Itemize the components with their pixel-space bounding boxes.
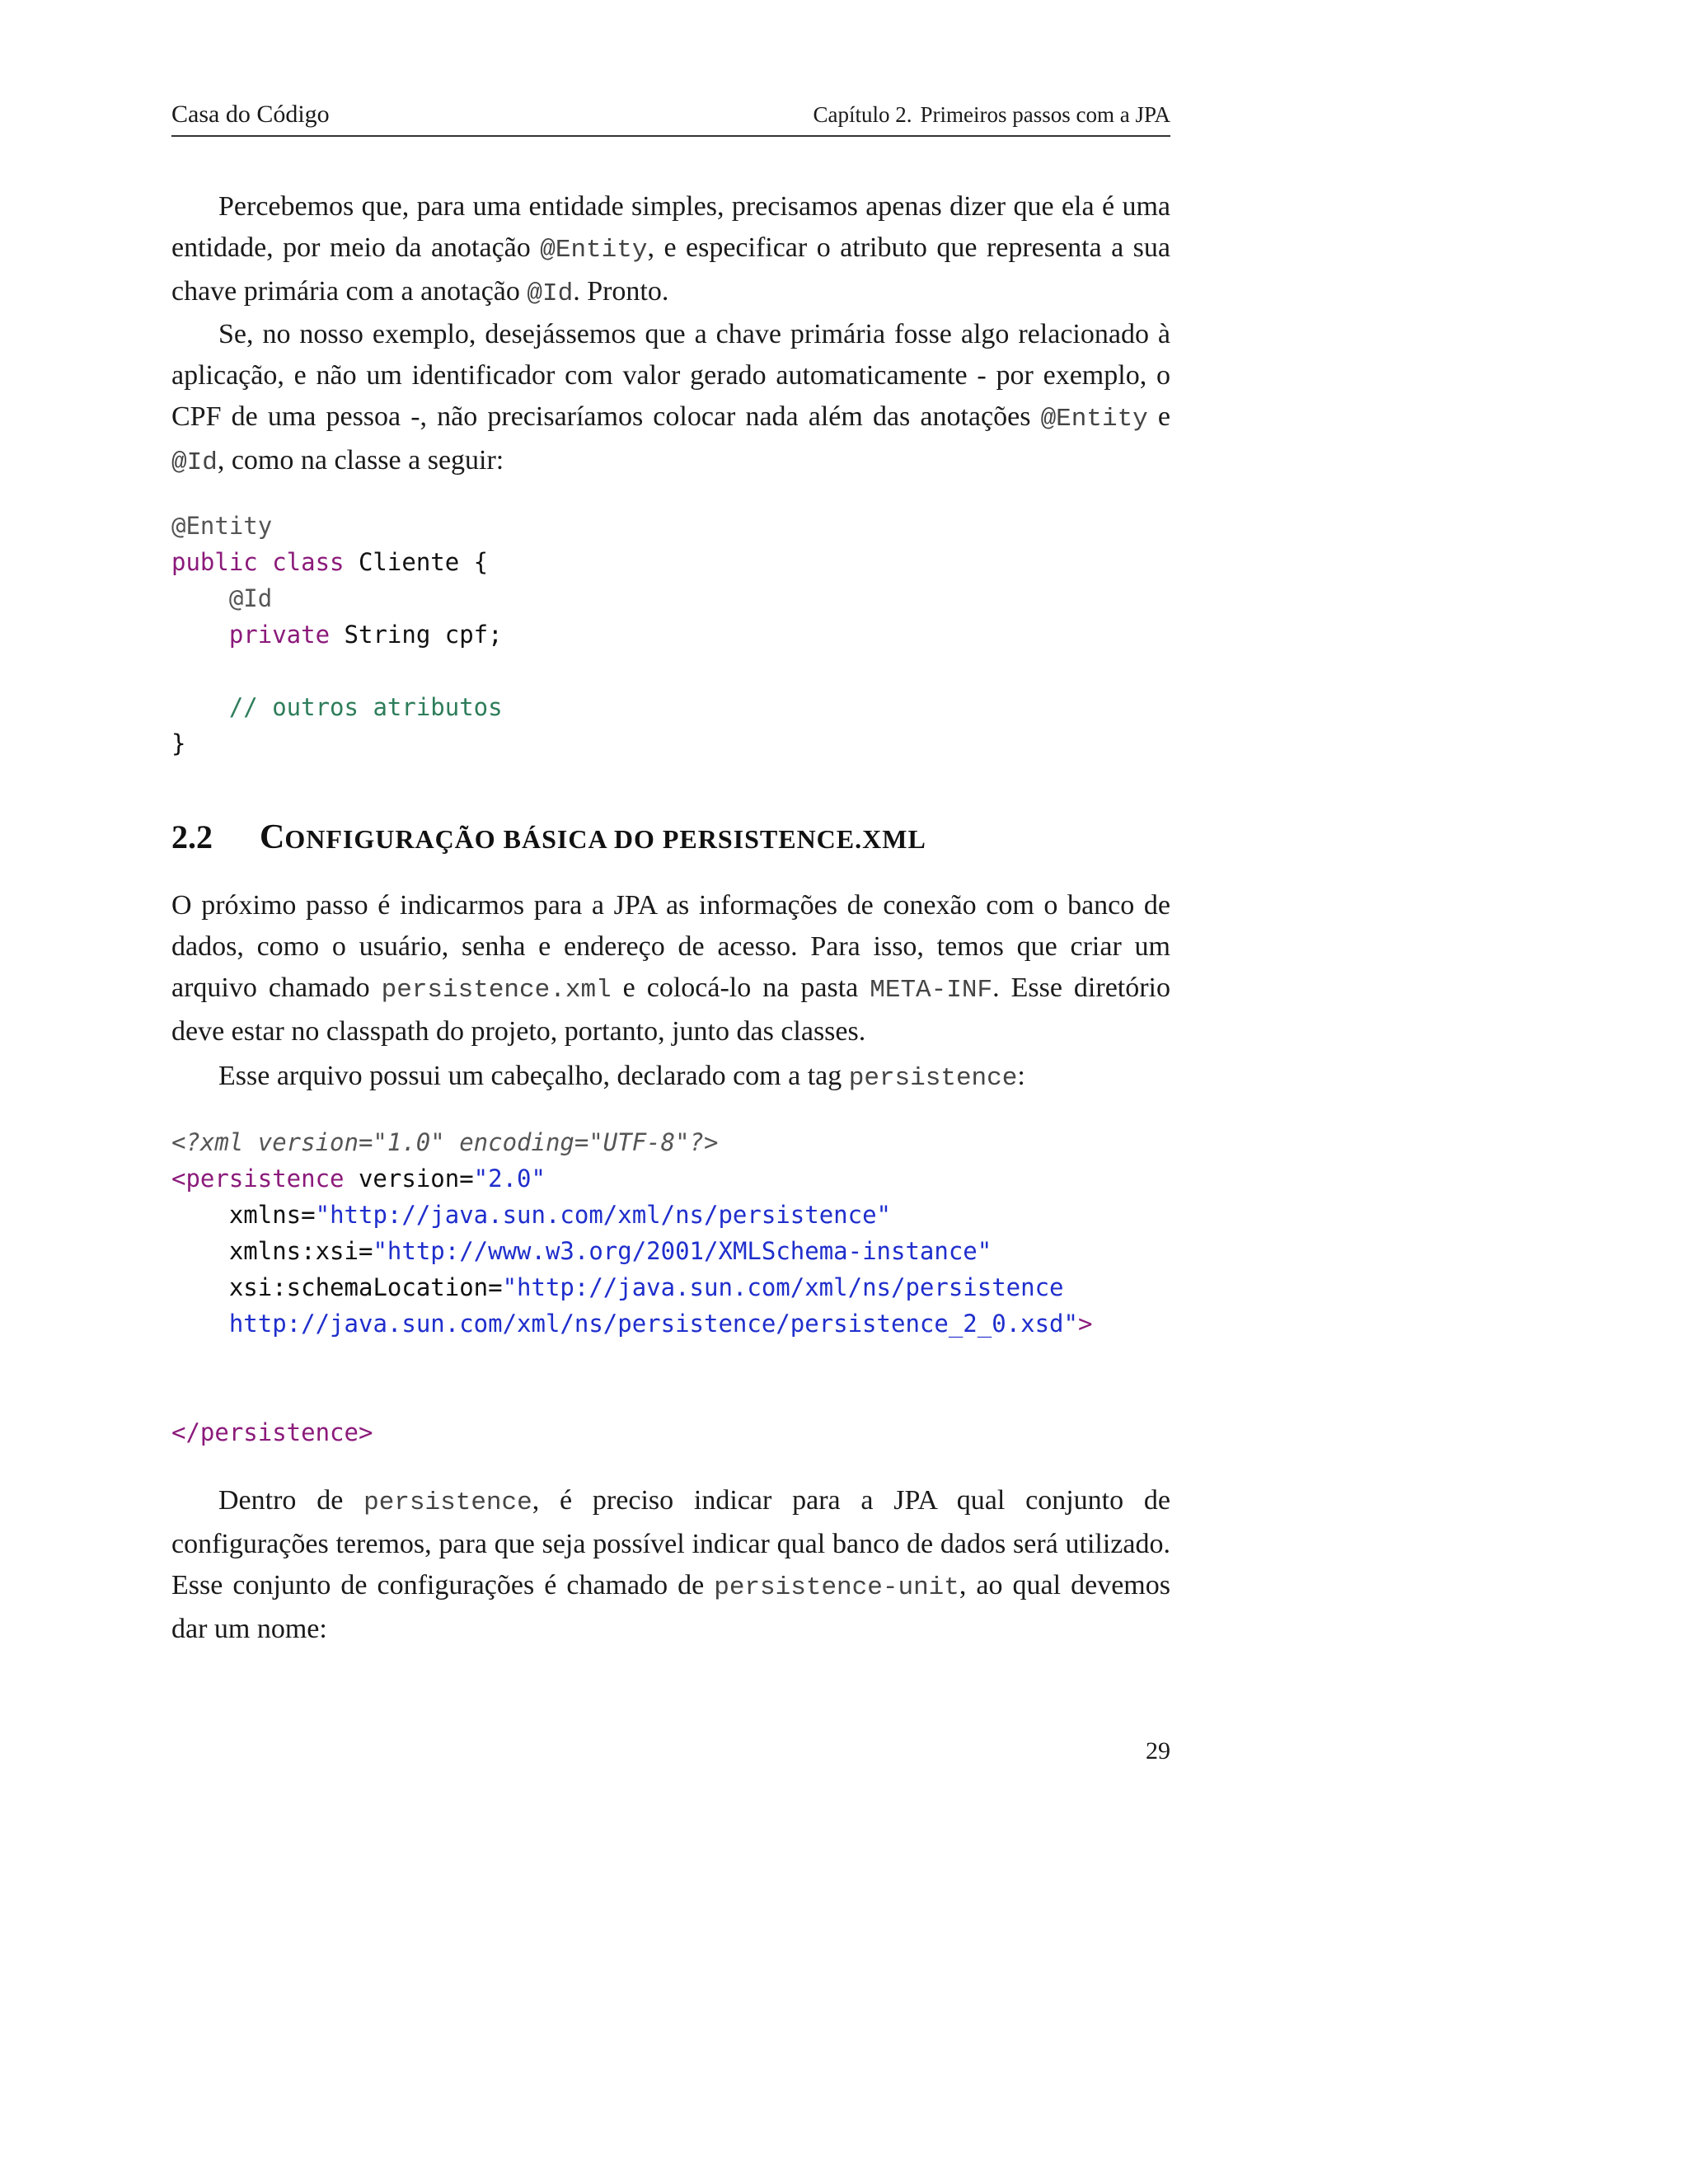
paragraph-3 [171,885,1170,1052]
code-line: <persistence version="2.0" [171,1165,546,1193]
text: , ao qual devemos dar um nome: [171,1570,1170,1644]
code-line: xsi:schemaLocation="http://java.sun.com/xml/ns/persistence [228,1273,1064,1301]
text: . Esse diretório deve estar no classpath do projeto, portanto, junto das classes. [171,972,1170,1047]
paragraph-4 [171,1056,1170,1099]
text: : [1017,1061,1025,1091]
inline-code: @Id [171,448,218,477]
page-number: 29 [1146,1737,1170,1765]
running-header [171,97,1170,137]
inline-code: persistence.xml [381,976,612,1005]
text: O próximo passo é indicarmos para a JPA as informações de conexão com o banco de dados, como o usuário, senha e endereço de acesso. Para isso, temos que criar um arquivo chamado [171,890,1170,1003]
inline-code: @Entity [540,236,648,265]
code-line: xmlns:xsi="http://www.w3.org/2001/XMLSchema-instance" [228,1237,992,1265]
text: Se, no nosso exemplo, desejássemos que a chave primária fosse algo relacionado à aplicação, e não um identificador com valor gerado automaticamente - por exemplo, o CPF de uma pessoa -, não precisaríamos colocar nada além das anotações [171,319,1170,432]
section-title: ONFIGURAÇÃO BÁSICA DO PERSISTENCE.XML [284,824,926,854]
inline-code: @Id [527,279,574,308]
text: , como na classe a seguir: [217,445,504,476]
text: e [1147,401,1171,432]
text: e colocá-lo na pasta [611,972,870,1003]
paragraph-1 [171,186,1170,315]
chapter-title: Primeiros passos com a JPA [920,102,1170,127]
code-line: http://java.sun.com/xml/ns/persistence/persistence_2_0.xsd"> [228,1310,1093,1338]
xml-declaration: <?xml version="1.0" encoding="UTF-8"?> [171,1128,719,1156]
text: . Pronto. [573,276,669,307]
code-comment: // outros atributos [228,693,503,721]
text: , e especificar o atributo que representa a sua chave primária com a anotação [171,232,1170,307]
code-line: @Id [228,584,273,612]
text: Percebemos que, para uma entidade simples, precisamos apenas dizer que ela é uma entidade, por meio da anotação [171,191,1170,263]
inline-code: persistence [848,1064,1018,1093]
chapter-number: Capítulo 2. [813,102,912,127]
inline-code: @Entity [1040,405,1148,434]
inline-code: persistence [363,1488,532,1517]
paragraph-5 [171,1480,1170,1650]
inline-code: META-INF [870,976,993,1005]
inline-code: persistence-unit [714,1573,959,1602]
book-title: Casa do Código [171,101,330,128]
book-page [171,0,1170,2184]
code-line: public class Cliente { [171,548,489,576]
code-line: private String cpf; [228,621,503,649]
code-line: </persistence> [171,1418,373,1446]
text: Dentro de [218,1485,364,1516]
section-title-initial: C [260,818,285,856]
code-line: xmlns="http://java.sun.com/xml/ns/persistence" [228,1201,891,1229]
chapter-heading [813,102,1170,128]
java-code-listing [171,508,1170,762]
text: , é preciso indicar para a JPA qual conjunto de configurações teremos, para que seja possível indicar qual banco de dados será utilizado. Esse conjunto de configurações é chamado de [171,1485,1170,1601]
code-line: @Entity [171,512,273,540]
paragraph-2 [171,314,1170,484]
xml-code-listing [171,1124,1170,1451]
section-number: 2.2 [171,818,213,855]
section-heading [171,818,926,857]
text: Esse arquivo possui um cabeçalho, declarado com a tag [218,1061,849,1091]
code-line: } [171,729,186,757]
